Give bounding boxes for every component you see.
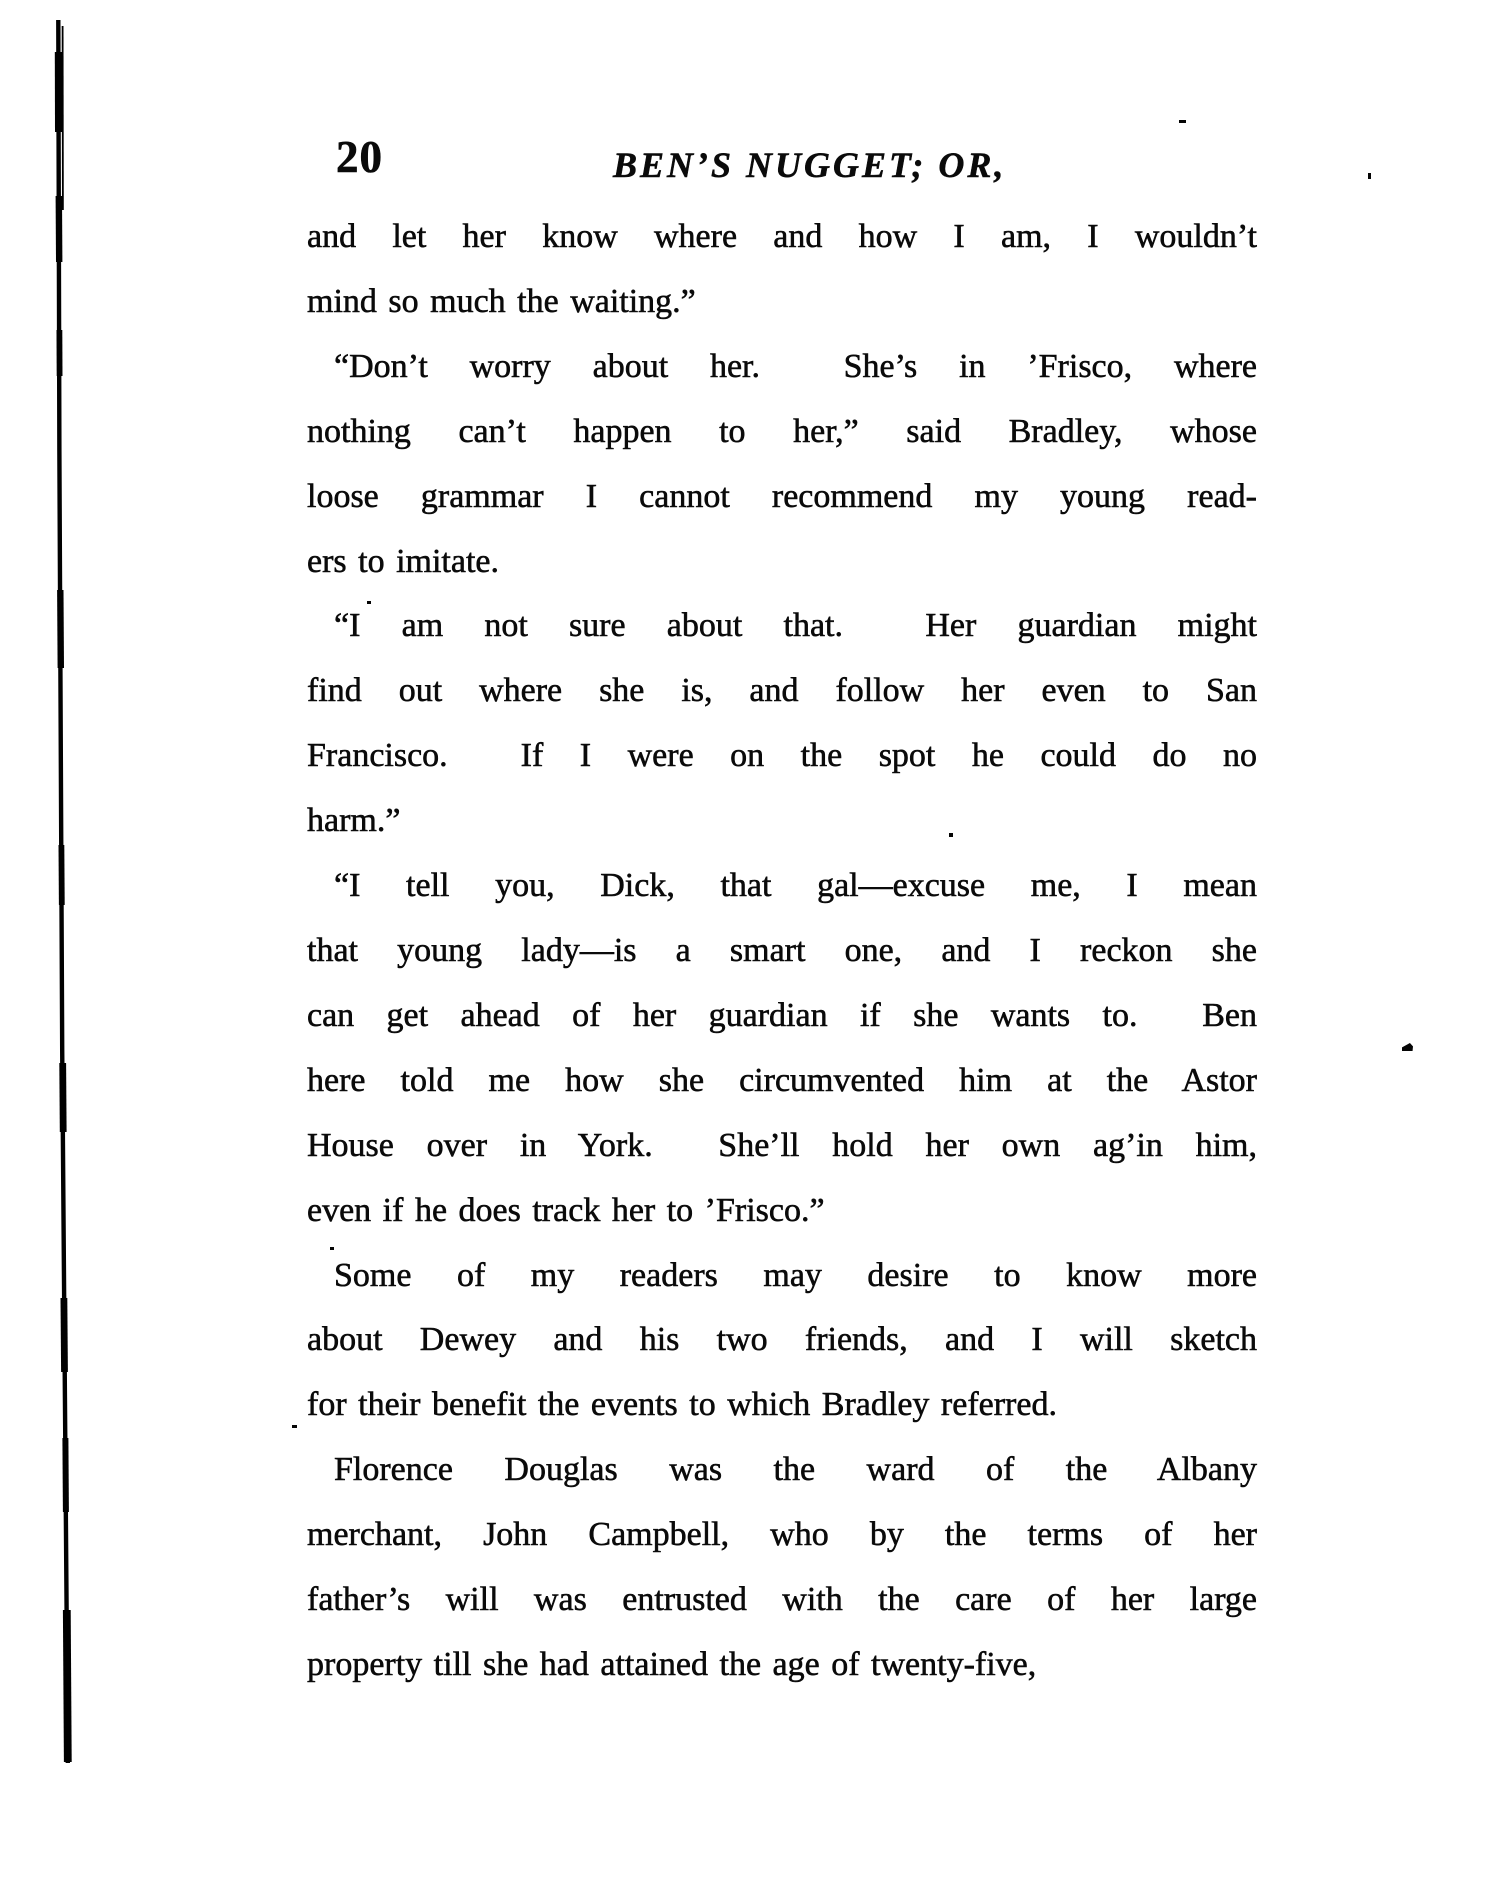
running-title: BEN’S NUGGET; OR, — [613, 145, 1007, 185]
text-line: about Dewey and his two friends, and I will sketch — [307, 1321, 1257, 1359]
text-line: that young lady—is a smart one, and I reckon she — [307, 931, 1257, 969]
paragraph — [307, 205, 1257, 335]
text-line: Florence Douglas was the ward of the Albany — [334, 1451, 1257, 1489]
paragraph — [307, 1438, 1257, 1698]
paragraph — [307, 594, 1257, 854]
text-line: nothing can’t happen to her,” said Bradley, whose — [307, 412, 1257, 450]
page-number: 20 — [336, 132, 383, 182]
text-line: merchant, John Campbell, who by the terms of her — [307, 1516, 1257, 1554]
text-line: “I am not sure about that. Her guardian might — [334, 607, 1257, 645]
text-line: “Don’t worry about her. She’s in ’Frisco, where — [334, 347, 1257, 385]
scan-gutter-line — [0, 0, 120, 1883]
text-line: loose grammar I cannot recommend my young read- — [307, 477, 1257, 515]
text-line: property till she had attained the age of twenty-five, — [307, 1645, 1037, 1683]
text-line: can get ahead of her guardian if she wants to. Ben — [307, 996, 1257, 1034]
text-line: mind so much the waiting.” — [307, 282, 696, 320]
text-line: ers to imitate. — [307, 542, 500, 580]
ink-speck — [1179, 120, 1186, 123]
text-line: even if he does track her to ’Frisco.” — [307, 1191, 825, 1229]
text-line: Francisco. If I were on the spot he could do no — [307, 737, 1257, 775]
ink-speck — [1368, 173, 1371, 179]
text-line: House over in York. She’ll hold her own ag’in him, — [307, 1126, 1257, 1164]
text-line: Some of my readers may desire to know more — [334, 1256, 1257, 1294]
text-line: and let her know where and how I am, I wouldn’t — [307, 218, 1257, 255]
page-body — [307, 205, 1257, 1698]
text-line: here told me how she circumvented him at the Astor — [307, 1061, 1257, 1099]
ink-speck — [1402, 1043, 1413, 1051]
ink-speck — [292, 1425, 297, 1428]
text-line: for their benefit the events to which Bradley referred. — [307, 1386, 1057, 1424]
paragraph — [307, 854, 1257, 1243]
paragraph — [307, 335, 1257, 595]
text-line: harm.” — [307, 802, 401, 840]
text-line: “I tell you, Dick, that gal—excuse me, I mean — [334, 867, 1257, 905]
text-line: father’s will was entrusted with the care of her large — [307, 1581, 1257, 1619]
text-line: find out where she is, and follow her even to San — [307, 672, 1257, 710]
paragraph — [307, 1244, 1257, 1439]
